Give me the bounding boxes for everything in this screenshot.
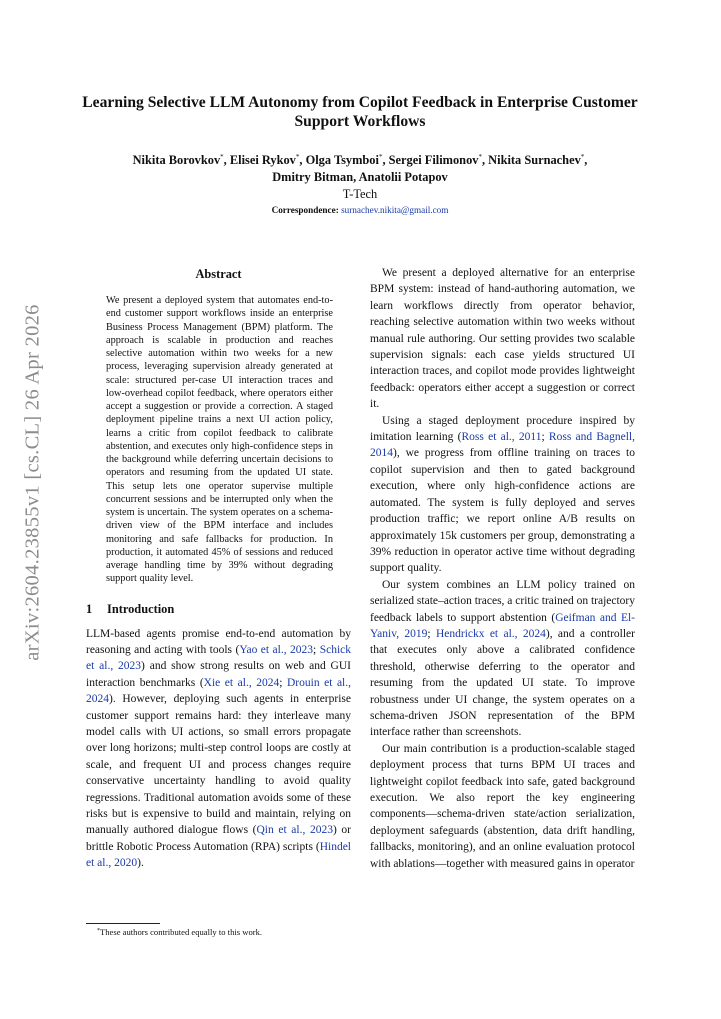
paragraph-text: ), and a controller that executes only above a calibrated confidence threshold, otherwise deferring to the operator and resuming from the updated UI state. To improve robustness under UI change, the system operates on a schema-driven JSON representation of the BPM interface rather than screenshots. <box>370 627 635 739</box>
equal-contribution-mark: * <box>295 153 300 161</box>
footnote-divider <box>86 923 160 924</box>
paragraph-text: Using a staged deployment procedure inspired by imitation learning ( <box>370 414 635 444</box>
intro-paragraph-5 <box>370 741 635 872</box>
citation-link[interactable]: Qin et al., 2023 <box>256 824 333 837</box>
author-list <box>60 149 660 186</box>
abstract-text: We present a deployed system that automates end-to-end customer support workflows inside an enterprise Business Process Management (BPM) platform. The approach is scalable in production and reaches selective automation within two weeks for a new process, leveraging supervision already generated at scale: structured per-case UI interaction traces and low-overhead copilot feedback, where operators either accept a suggestion or provide a correction. A staged deployment pipeline trains a next UI action policy, learns a critic from copilot feedback to calibrate abstention, and executes only high-confidence steps in the background while deferring uncertain decisions to operators and resuming from the updated UI state. This setup lets one operator supervise multiple concurrent sessions and be interrupted only when the system is uncertain. The system operates on a schema-driven view of the BPM interface and includes monitoring and safe fallbacks for production. In production, it automated 45% of sessions and reduced average handling time by 39% without degrading support quality level. <box>106 295 333 585</box>
paragraph-text: ) or brittle Robotic Process Automation (RPA) scripts ( <box>86 824 351 853</box>
intro-paragraph-1 <box>86 626 351 872</box>
equal-contribution-mark: * <box>378 153 383 161</box>
footnote-mark: * <box>97 928 100 934</box>
section-title: Introduction <box>107 601 175 616</box>
correspondence <box>60 203 660 217</box>
paragraph-text: ). <box>137 857 144 870</box>
citation-link[interactable]: Yao et al., 2023 <box>239 643 314 656</box>
section-heading-introduction <box>86 600 351 618</box>
paragraph-text: Our system combines an LLM policy trained on serialized state–action traces, a critic trained on trajectory feedback labels to support abstention ( <box>370 578 636 624</box>
abstract-heading: Abstract <box>195 267 242 281</box>
citation-link[interactable]: Schick et al., 2023 <box>86 643 351 673</box>
paragraph-text: ; <box>541 431 549 444</box>
citation-link[interactable]: Ross et al., 2011 <box>461 431 542 444</box>
paragraph-text: ; <box>427 627 436 640</box>
citation-link[interactable]: Hendrickx et al., 2024 <box>435 627 546 640</box>
correspondence-email-link[interactable]: surnachev.nikita@gmail.com <box>341 205 449 215</box>
left-column <box>86 265 351 872</box>
paragraph-text: LLM-based agents promise end-to-end automation by reasoning and acting with tools ( <box>86 627 351 656</box>
intro-paragraph-3 <box>370 413 635 577</box>
footnote-text: These authors contributed equally to this work. <box>100 927 263 937</box>
paragraph-text: Our main contribution is a production-scalable staged deployment process that turns BPM UI traces and lightweight copilot feedback into safe, gated background execution. We also report the key engineering components—schema-driven state/action serialization, deployment safeguards (abstention, data drift handling, fallbacks, monitoring), and an online evaluation protocol with ablations—together with measured gains in operator <box>370 742 635 870</box>
equal-contribution-mark: * <box>478 153 482 161</box>
paragraph-text: ) and show strong results on web and GUI interaction benchmarks ( <box>86 660 351 689</box>
section-number: 1 <box>86 601 93 616</box>
author-separator: , <box>584 153 588 167</box>
author-name: Elisei Rykov <box>229 153 296 167</box>
author-separator: , <box>481 153 489 167</box>
citation-link[interactable]: Xie et al., 2024 <box>203 676 280 689</box>
paragraph-text: ). However, deploying such agents in enterprise customer support remains hard: they interleave many model calls with UI actions, so small errors propagate over long horizons; multi-step control loops are costly at scale, and frequent UI and process changes require conservative uncertainty handling to avoid quality regressions. Traditional automation avoids some of these risks but is expensive to build and maintain, relying on manually authored dialogue flows ( <box>86 693 351 837</box>
author-name: Dmitry Bitman <box>272 170 354 184</box>
paper-title: Learning Selective LLM Autonomy from Copilot Feedback in Enterprise Customer Support Workflows <box>82 94 638 130</box>
citation-link[interactable]: Geifman and El-Yaniv, 2019 <box>370 611 635 640</box>
author-separator: , <box>353 170 359 184</box>
footnote <box>97 926 262 938</box>
author-name: Olga Tsymboi <box>305 153 379 167</box>
affiliation: T-Tech <box>342 187 378 201</box>
paper-header <box>60 93 660 217</box>
correspondence-label: Correspondence: <box>271 205 339 215</box>
arxiv-identifier-stamp <box>20 297 46 667</box>
paragraph-text: We present a deployed alternative for an enterprise BPM system: instead of hand-authoring automation, we learn workflows directly from operator behavior, reaching selective automation within two weeks without manual rule authoring. Our setting provides two scalable supervision signals: each case yields structured UI interaction traces, and copilot mode provides lightweight feedback: operators either accept a suggestion or correct it. <box>370 267 635 411</box>
equal-contribution-mark: * <box>220 153 224 161</box>
citation-link[interactable]: Drouin et al., 2024 <box>86 676 351 706</box>
author-separator: , <box>382 153 389 167</box>
paragraph-text: ; <box>279 676 287 689</box>
author-name: Nikita Surnachev <box>488 153 581 167</box>
intro-paragraph-4 <box>370 577 635 741</box>
citation-link[interactable]: Hindel et al., 2020 <box>86 840 351 870</box>
author-separator: , <box>299 153 306 167</box>
paragraph-text: ; <box>313 643 320 656</box>
right-column <box>370 265 635 872</box>
author-name: Sergei Filimonov <box>388 153 479 167</box>
intro-paragraph-2 <box>370 265 635 413</box>
citation-link[interactable]: Ross and Bagnell, 2014 <box>370 431 635 460</box>
author-name: Nikita Borovkov <box>132 153 221 167</box>
equal-contribution-mark: * <box>580 153 585 161</box>
author-name: Anatolii Potapov <box>358 170 448 184</box>
paragraph-text: ), we progress from offline training on traces to copilot supervision and then to gated background execution, where only high-confidence actions are automated. The system is fully deployed and serves production traffic; we report online A/B results on approximately 15k customers per group, demonstrating a 39% reduction in operator active time without degrading support quality. <box>370 447 635 575</box>
arxiv-identifier-text: arXiv:2604.23855v1 [cs.CL] 26 Apr 2026 <box>21 303 44 661</box>
author-separator: , <box>223 153 230 167</box>
